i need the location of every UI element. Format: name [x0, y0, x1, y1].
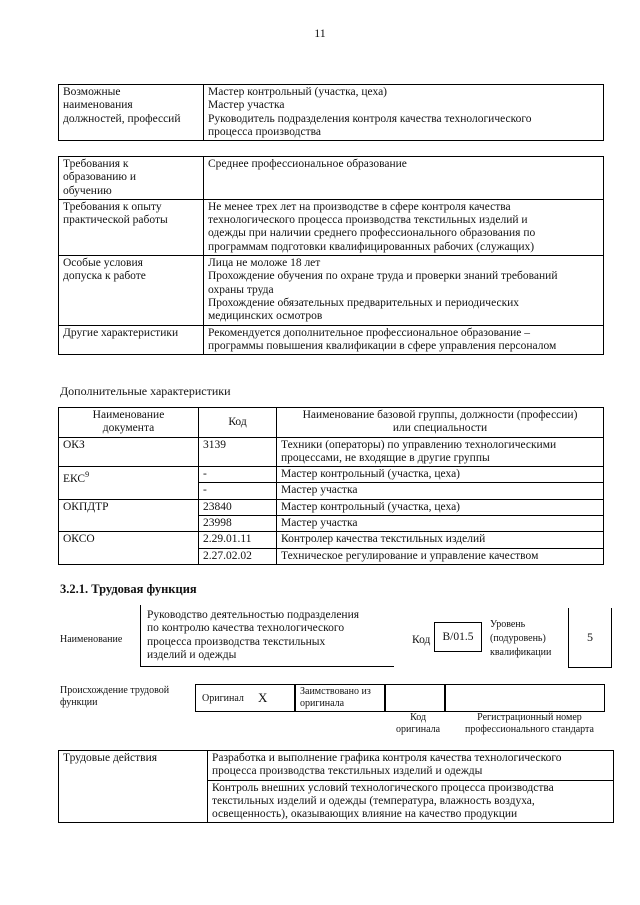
- doc-cell: ОКЗ: [59, 437, 199, 467]
- caption-line: Код: [410, 712, 427, 723]
- label-line: обучению: [63, 184, 112, 197]
- footnote-mark: 9: [85, 470, 90, 480]
- additional-title: Дополнительные характеристики: [60, 384, 231, 398]
- function-name-box: [140, 605, 394, 667]
- positions-label: [59, 85, 204, 141]
- table-row: [59, 499, 604, 515]
- original-code-caption: [396, 712, 440, 735]
- value-line: Мастер контрольный (участка, цеха): [208, 86, 388, 98]
- table-row: [59, 532, 604, 548]
- caption-line: профессионального стандарта: [465, 723, 594, 735]
- label-line: практической работы: [63, 214, 168, 227]
- value-line: программы повышения квалификации в сфере управления персоналом: [208, 339, 557, 352]
- label-line: Другие характеристики: [63, 326, 179, 339]
- value-line: Мастер участка: [208, 99, 285, 112]
- action-item: [208, 780, 614, 823]
- code-cell: 2.27.02.02: [199, 548, 277, 564]
- label-line: наименования: [63, 99, 133, 112]
- table-row: [59, 85, 604, 141]
- requirement-value: [204, 199, 604, 255]
- value-line: Прохождение обязательных предварительных и периодических: [208, 296, 520, 309]
- table-row: [59, 467, 604, 483]
- code-cell: -: [199, 467, 277, 483]
- name-cell: Техническое регулирование и управление качеством: [277, 548, 604, 564]
- code-cell: 23998: [199, 516, 277, 532]
- actions-label: Трудовые действия: [59, 751, 208, 823]
- table-row: [59, 256, 604, 325]
- header-line: документа: [102, 422, 155, 435]
- registration-caption: [465, 712, 594, 735]
- function-title: 3.2.1. Трудовая функция: [60, 582, 197, 596]
- header-line: или специальности: [392, 422, 488, 435]
- level-label-line: квалификации: [490, 647, 552, 658]
- function-name-line: изделий и одежды: [147, 648, 237, 661]
- value-line: технологического процесса производства текстильных изделий и: [208, 214, 528, 227]
- label-line: Требования к: [63, 158, 129, 170]
- table-row: [59, 751, 614, 781]
- value-line: процесса производства: [208, 125, 322, 138]
- borrowed-label-line: оригинала: [300, 697, 345, 709]
- requirement-value: [204, 256, 604, 325]
- value-line: Руководитель подразделения контроля качества технологического: [208, 112, 532, 125]
- action-line: освещенность), оказывающих влияние на качество продукции: [212, 808, 518, 821]
- registration-number-box: [445, 684, 605, 712]
- value-line: одежды при наличии среднего профессионального образования по: [208, 227, 536, 240]
- action-line: Разработка и выполнение графика контроля качества технологического: [212, 752, 562, 764]
- caption-line: Регистрационный номер: [477, 712, 582, 723]
- table-header-row: [59, 408, 604, 438]
- value-line: Не менее трех лет на производстве в сфере контроля качества: [208, 200, 511, 213]
- level-label: [490, 618, 551, 660]
- requirement-label: [59, 157, 204, 200]
- label-line: образованию и: [63, 171, 136, 184]
- code-cell: -: [199, 483, 277, 499]
- label-line: Возможные: [63, 86, 121, 98]
- name-line: процессами, не входящие в другие группы: [281, 451, 490, 464]
- doc-cell: ОКПДТР: [59, 499, 199, 532]
- code-cell: 3139: [199, 437, 277, 467]
- requirement-value: [204, 157, 604, 200]
- borrowed-label-line: Заимствовано из: [300, 686, 371, 697]
- level-label-line: Уровень: [490, 619, 526, 630]
- requirement-label: [59, 199, 204, 255]
- table-row: [59, 437, 604, 467]
- name-cell: Мастер участка: [277, 516, 604, 532]
- value-line: Среднее профессиональное образование: [208, 158, 407, 170]
- header-line: Наименование: [92, 409, 165, 421]
- header-doc: [59, 408, 199, 438]
- positions-value: [204, 85, 604, 141]
- name-label: Наименование: [60, 634, 123, 645]
- table-row: [59, 199, 604, 255]
- value-line: Прохождение обучения по охране труда и проверки знаний требований: [208, 270, 558, 283]
- origin-label: [60, 685, 169, 708]
- table-row: [59, 325, 604, 355]
- original-code-box: [385, 684, 445, 712]
- page-number: 11: [314, 26, 326, 40]
- additional-table: [58, 407, 604, 565]
- code-cell: 23840: [199, 499, 277, 515]
- header-code: Код: [199, 408, 277, 438]
- value-line: программам подготовки квалифицированных рабочих (служащих): [208, 240, 535, 253]
- doc-cell: [59, 467, 199, 500]
- value-line: медицинских осмотров: [208, 310, 323, 323]
- requirement-label: [59, 325, 204, 355]
- original-label: Оригинал: [202, 693, 244, 704]
- value-line: Рекомендуется дополнительное профессиональное образование –: [208, 326, 531, 339]
- labor-actions-table: [58, 750, 614, 823]
- function-code: B/01.5: [434, 622, 482, 652]
- requirement-label: [59, 256, 204, 325]
- header-line: Наименование базовой группы, должности (профессии): [302, 409, 578, 421]
- label-line: Требования к опыту: [63, 200, 162, 213]
- action-line: процесса производства текстильных изделий и одежды: [212, 765, 483, 778]
- name-line: Техники (операторы) по управлению технологическими: [281, 438, 557, 451]
- origin-label-line: Происхождение трудовой: [60, 685, 170, 696]
- origin-label-line: функции: [60, 696, 98, 708]
- code-label: Код: [412, 634, 431, 646]
- code-cell: 2.29.01.11: [199, 532, 277, 548]
- name-cell: Контролер качества текстильных изделий: [277, 532, 604, 548]
- function-name-line: по контролю качества технологического: [147, 622, 345, 635]
- name-cell: [277, 437, 604, 467]
- name-cell: Мастер контрольный (участка, цеха): [277, 467, 604, 483]
- value-line: охраны труда: [208, 283, 274, 296]
- qualification-level: 5: [568, 608, 612, 668]
- positions-table: [58, 84, 604, 141]
- borrowed-label: [300, 686, 371, 709]
- function-name-line: процесса производства текстильных: [147, 635, 326, 648]
- header-name: [277, 408, 604, 438]
- label-line: допуска к работе: [63, 270, 146, 283]
- level-label-line: (подуровень): [490, 633, 546, 644]
- label-line: Особые условия: [63, 257, 143, 270]
- function-name-line: Руководство деятельностью подразделения: [147, 609, 360, 621]
- table-row: [59, 157, 604, 200]
- value-line: Лица не моложе 18 лет: [208, 257, 321, 270]
- name-cell: Мастер контрольный (участка, цеха): [277, 499, 604, 515]
- doc-text: ЕКС: [63, 473, 86, 486]
- requirement-value: [204, 325, 604, 355]
- action-item: [208, 751, 614, 781]
- caption-line: оригинала: [396, 723, 441, 735]
- name-cell: Мастер участка: [277, 483, 604, 499]
- action-line: текстильных изделий и одежды (температура, влажность воздуха,: [212, 794, 535, 807]
- requirements-table: [58, 156, 604, 355]
- doc-cell: ОКСО: [59, 532, 199, 565]
- action-line: Контроль внешних условий технологического процесса производства: [212, 781, 554, 794]
- original-mark: X: [258, 690, 268, 705]
- label-line: должностей, профессий: [63, 112, 181, 125]
